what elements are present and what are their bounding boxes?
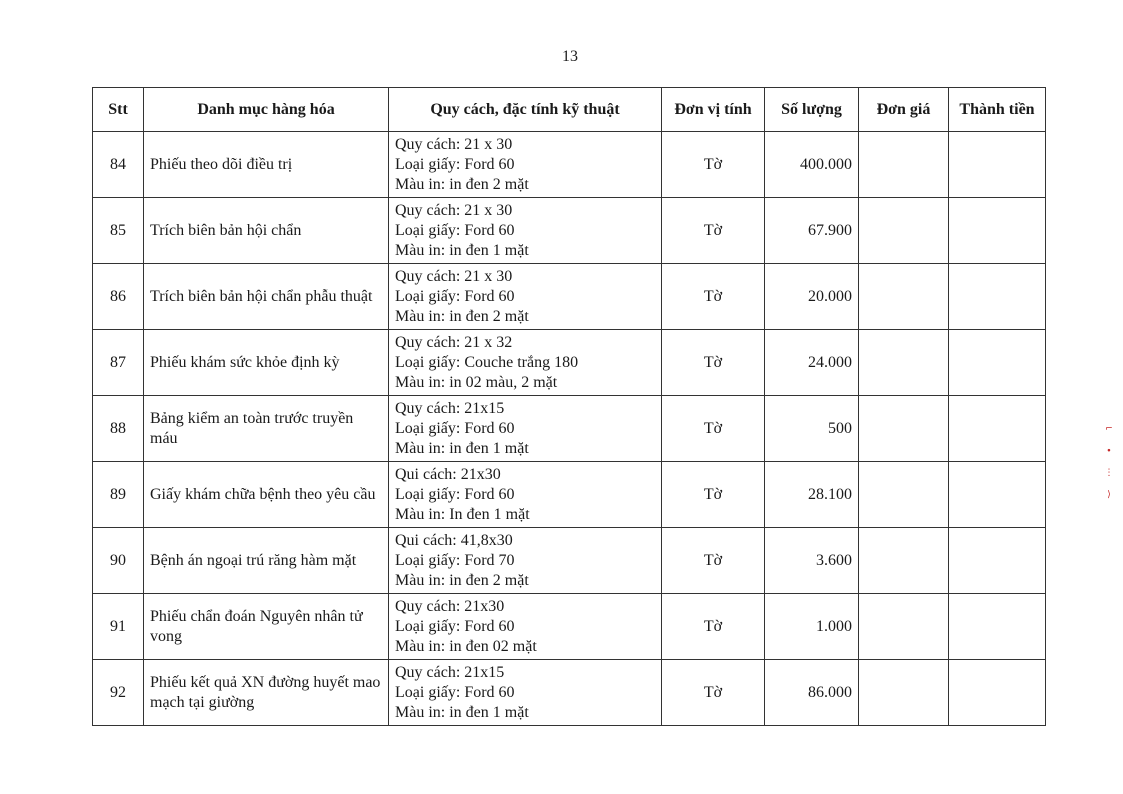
spec-line: Quy cách: 21x15 <box>395 663 505 681</box>
spec-line: Màu in: in đen 02 mặt <box>395 637 537 655</box>
row-unit: Tờ <box>662 462 765 528</box>
row-unit: Tờ <box>662 132 765 198</box>
row-unit-price <box>859 528 949 594</box>
row-unit: Tờ <box>662 264 765 330</box>
spec-line: Quy cách: 21 x 30 <box>395 201 513 219</box>
spec-line: Quy cách: 21 x 30 <box>395 135 513 153</box>
spec-line: Quy cách: 21 x 32 <box>395 333 513 351</box>
row-unit-price <box>859 330 949 396</box>
row-unit-price <box>859 660 949 726</box>
row-total <box>949 594 1046 660</box>
row-quantity: 500 <box>765 396 859 462</box>
row-unit-price <box>859 462 949 528</box>
table-row <box>93 396 1046 462</box>
row-item-name: Bảng kiểm an toàn trước truyền máu <box>144 396 389 462</box>
row-total <box>949 396 1046 462</box>
header-total: Thành tiền <box>949 88 1046 132</box>
table-row <box>93 264 1046 330</box>
row-spec <box>389 594 662 660</box>
spec-line: Quy cách: 21x30 <box>395 597 505 615</box>
row-quantity: 24.000 <box>765 330 859 396</box>
spec-line: Loại giấy: Ford 70 <box>395 551 515 569</box>
table-row <box>93 330 1046 396</box>
spec-line: Loại giấy: Ford 60 <box>395 419 515 437</box>
row-unit: Tờ <box>662 198 765 264</box>
row-total <box>949 264 1046 330</box>
row-spec <box>389 198 662 264</box>
row-unit: Tờ <box>662 396 765 462</box>
row-stt: 87 <box>93 330 144 396</box>
row-stt: 91 <box>93 594 144 660</box>
row-quantity: 3.600 <box>765 528 859 594</box>
spec-line: Màu in: in đen 2 mặt <box>395 175 529 193</box>
row-spec <box>389 396 662 462</box>
row-quantity: 20.000 <box>765 264 859 330</box>
spec-line: Màu in: in đen 1 mặt <box>395 241 529 259</box>
spec-line: Qui cách: 21x30 <box>395 465 501 483</box>
spec-line: Loại giấy: Ford 60 <box>395 287 515 305</box>
row-spec <box>389 264 662 330</box>
row-spec <box>389 330 662 396</box>
header-price: Đơn giá <box>859 88 949 132</box>
spec-line: Loại giấy: Ford 60 <box>395 485 515 503</box>
spec-line: Màu in: in đen 1 mặt <box>395 439 529 457</box>
row-unit: Tờ <box>662 660 765 726</box>
header-name: Danh mục hàng hóa <box>144 88 389 132</box>
header-unit: Đơn vị tính <box>662 88 765 132</box>
row-stt: 84 <box>93 132 144 198</box>
spec-line: Màu in: in đen 2 mặt <box>395 307 529 325</box>
row-item-name: Phiếu kết quả XN đường huyết mao mạch tại giường <box>144 660 389 726</box>
row-total <box>949 330 1046 396</box>
row-unit-price <box>859 264 949 330</box>
table-row <box>93 594 1046 660</box>
spec-line: Quy cách: 21x15 <box>395 399 505 417</box>
header-stt: Stt <box>93 88 144 132</box>
spec-line: Quy cách: 21 x 30 <box>395 267 513 285</box>
row-stt: 92 <box>93 660 144 726</box>
row-unit-price <box>859 594 949 660</box>
header-qty: Số lượng <box>765 88 859 132</box>
table-row <box>93 198 1046 264</box>
table-header-row <box>93 88 1046 132</box>
spec-line: Qui cách: 41,8x30 <box>395 531 513 549</box>
row-spec <box>389 660 662 726</box>
spec-line: Màu in: in đen 2 mặt <box>395 571 529 589</box>
row-stt: 90 <box>93 528 144 594</box>
row-item-name: Phiếu khám sức khỏe định kỳ <box>144 330 389 396</box>
spec-line: Màu in: in đen 1 mặt <box>395 703 529 721</box>
spec-line: Màu in: In đen 1 mặt <box>395 505 530 523</box>
goods-table <box>92 87 1046 726</box>
row-total <box>949 462 1046 528</box>
page-number: 13 <box>562 48 578 65</box>
table-body <box>93 132 1046 726</box>
row-item-name: Phiếu theo dõi điều trị <box>144 132 389 198</box>
spec-line: Màu in: in 02 màu, 2 mặt <box>395 373 558 391</box>
table-row <box>93 528 1046 594</box>
row-total <box>949 198 1046 264</box>
table-row <box>93 462 1046 528</box>
spec-line: Loại giấy: Ford 60 <box>395 617 515 635</box>
row-spec <box>389 528 662 594</box>
row-total <box>949 132 1046 198</box>
row-item-name: Trích biên bản hội chẩn phẫu thuật <box>144 264 389 330</box>
margin-stamp-mark: ⌐ ∙ ⋮ ⟩ <box>1104 424 1114 500</box>
row-quantity: 28.100 <box>765 462 859 528</box>
row-quantity: 1.000 <box>765 594 859 660</box>
table-row <box>93 660 1046 726</box>
row-item-name: Giấy khám chữa bệnh theo yêu cầu <box>144 462 389 528</box>
row-total <box>949 660 1046 726</box>
row-quantity: 67.900 <box>765 198 859 264</box>
row-unit: Tờ <box>662 330 765 396</box>
row-stt: 85 <box>93 198 144 264</box>
row-unit-price <box>859 198 949 264</box>
spec-line: Loại giấy: Ford 60 <box>395 155 515 173</box>
row-item-name: Phiếu chẩn đoán Nguyên nhân tử vong <box>144 594 389 660</box>
row-unit: Tờ <box>662 528 765 594</box>
table-row <box>93 132 1046 198</box>
row-item-name: Bệnh án ngoại trú răng hàm mặt <box>144 528 389 594</box>
row-quantity: 86.000 <box>765 660 859 726</box>
row-stt: 88 <box>93 396 144 462</box>
row-quantity: 400.000 <box>765 132 859 198</box>
row-stt: 86 <box>93 264 144 330</box>
header-spec: Quy cách, đặc tính kỹ thuật <box>389 88 662 132</box>
spec-line: Loại giấy: Ford 60 <box>395 683 515 701</box>
row-total <box>949 528 1046 594</box>
row-unit: Tờ <box>662 594 765 660</box>
row-unit-price <box>859 132 949 198</box>
row-unit-price <box>859 396 949 462</box>
row-spec <box>389 462 662 528</box>
spec-line: Loại giấy: Couche trắng 180 <box>395 353 579 371</box>
spec-line: Loại giấy: Ford 60 <box>395 221 515 239</box>
row-spec <box>389 132 662 198</box>
row-item-name: Trích biên bản hội chẩn <box>144 198 389 264</box>
row-stt: 89 <box>93 462 144 528</box>
